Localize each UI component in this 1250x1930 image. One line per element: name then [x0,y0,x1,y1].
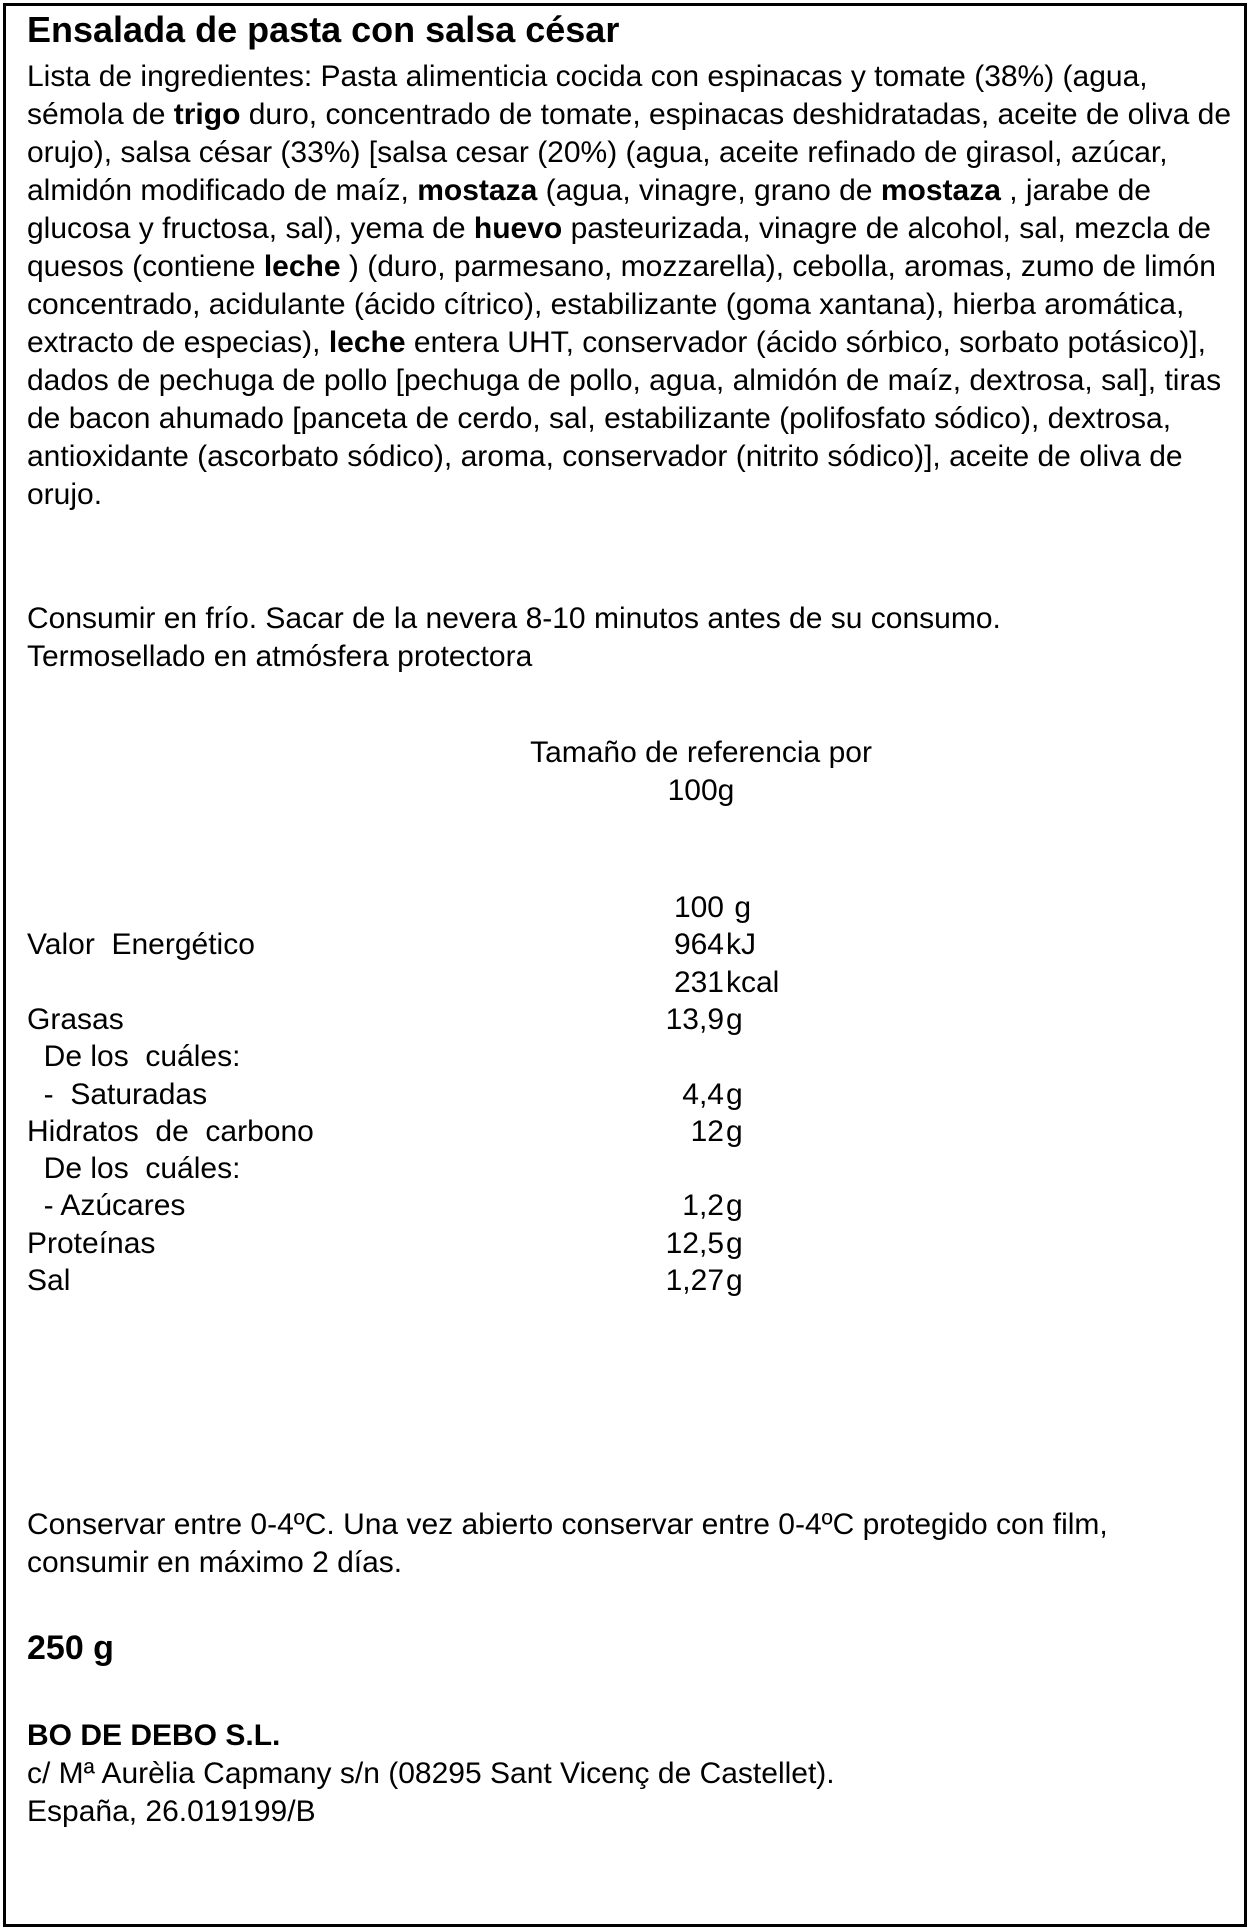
nutrient-label: Hidratos de carbono [27,1114,314,1148]
usage-instructions [27,600,1237,676]
nutrient-value: 100 [673,891,724,924]
registry-line: España, 26.019199/B [27,1795,316,1828]
company-address [27,1755,1237,1831]
net-weight: 250 g [27,1629,114,1667]
storage-instructions: Conservar entre 0-4ºC. Una vez abierto conservar entre 0-4ºC protegido con film, consumir en máximo 2 días. [27,1508,1108,1579]
nutrient-label: Proteínas [27,1226,156,1260]
nutrient-unit: g [726,1002,743,1036]
reference-amount: 100g [667,774,735,807]
nutrition-row [6,1187,1206,1225]
nutrient-value: 12 [690,1114,724,1148]
nutrient-unit: g [726,1226,743,1260]
nutrient-value: 231 [673,965,724,999]
nutrient-label: Valor Energético [27,928,255,962]
ingredients-text: entera UHT, conservador (ácido sórbico, sorbato potásico)], dados de pechuga de pollo [pechuga de pollo, agua, almidón de maíz, dextrosa, sal], tiras de bacon ahumado [panceta de cerdo, sal, estabilizante (polifosfato sódico), dextrosa, antioxidante (ascorbato sódico), aroma, conservador (nitrito sódico)], aceite de oliva de orujo. [27,326,1222,511]
ingredients-list [27,58,1237,514]
reference-label: Tamaño de referencia por [530,736,872,769]
nutrition-row [6,964,1206,1002]
nutrition-row [6,889,1206,927]
nutrition-row [6,1150,1206,1188]
ingredients-text: duro, concentrado de tomate, espinacas deshidratadas, aceite de oliva de orujo), salsa césar (33%) [salsa cesar (20%) (agua, aceite refinado de girasol, azúcar, almidón modificado de maíz, [27,98,1232,207]
nutrient-unit: g [726,891,752,924]
ingredients-text: , jarabe de glucosa y fructosa, sal), yema de [27,174,1151,245]
packaging-line: Termosellado en atmósfera protectora [27,640,533,673]
allergen-text: huevo [473,212,563,245]
product-title: Ensalada de pasta con salsa césar [27,9,620,50]
address-line: c/ Mª Aurèlia Capmany s/n (08295 Sant Vicenç de Castellet). [27,1757,835,1790]
nutrient-value: 1,2 [682,1189,724,1223]
nutrient-label: De los cuáles: [27,1040,241,1074]
allergen-text: leche [263,250,341,283]
nutrient-unit: g [726,1264,743,1297]
nutrient-value: 12,5 [665,1226,724,1260]
ingredients-text: (agua, vinagre, grano de [537,174,881,207]
nutrition-row [6,1001,1206,1039]
nutrition-row [6,1113,1206,1151]
nutrient-label: Sal [27,1264,71,1297]
nutrition-row [6,1076,1206,1114]
nutrient-value: 13,9 [665,1002,724,1036]
nutrition-row [6,926,1206,964]
nutrient-unit: g [726,1077,743,1111]
ingredients-text: Lista de ingredientes: Pasta alimenticia cocida con espinacas y tomate (38%) (agua, sémola de [27,60,1148,131]
nutrient-unit: g [726,1114,743,1148]
nutrient-label: - Azúcares [27,1189,186,1223]
allergen-text: leche [328,326,406,359]
nutrient-value: 964 [673,928,724,962]
nutrient-value: 1,27 [665,1264,724,1297]
allergen-text: mostaza [880,174,1001,207]
ingredients-text: ) (duro, parmesano, mozzarella), cebolla, aromas, zumo de limón concentrado, acidulante (ácido cítrico), estabilizante (goma xantana), hierba aromática, extracto de especias), [27,250,1216,359]
nutrition-row [6,1262,1206,1300]
nutrient-unit: g [726,1189,743,1223]
nutrient-label: De los cuáles: [27,1152,241,1186]
ingredients-text: pasteurizada, vinagre de alcohol, sal, mezcla de quesos (contiene [27,212,1211,283]
reference-size [456,734,946,810]
usage-line: Consumir en frío. Sacar de la nevera 8-10 minutos antes de su consumo. [27,602,1001,635]
nutrient-label: - Saturadas [27,1077,208,1111]
nutrient-value: 4,4 [682,1077,724,1111]
nutrition-row [6,1038,1206,1076]
nutrient-unit: kJ [726,928,756,962]
company-name: BO DE DEBO S.L. [27,1719,281,1752]
label-frame [3,3,1247,1927]
nutrient-label: Grasas [27,1002,124,1036]
nutrition-row [6,1225,1206,1263]
allergen-text: mostaza [417,174,538,207]
allergen-text: trigo [173,98,241,131]
nutrient-unit: kcal [726,965,780,999]
